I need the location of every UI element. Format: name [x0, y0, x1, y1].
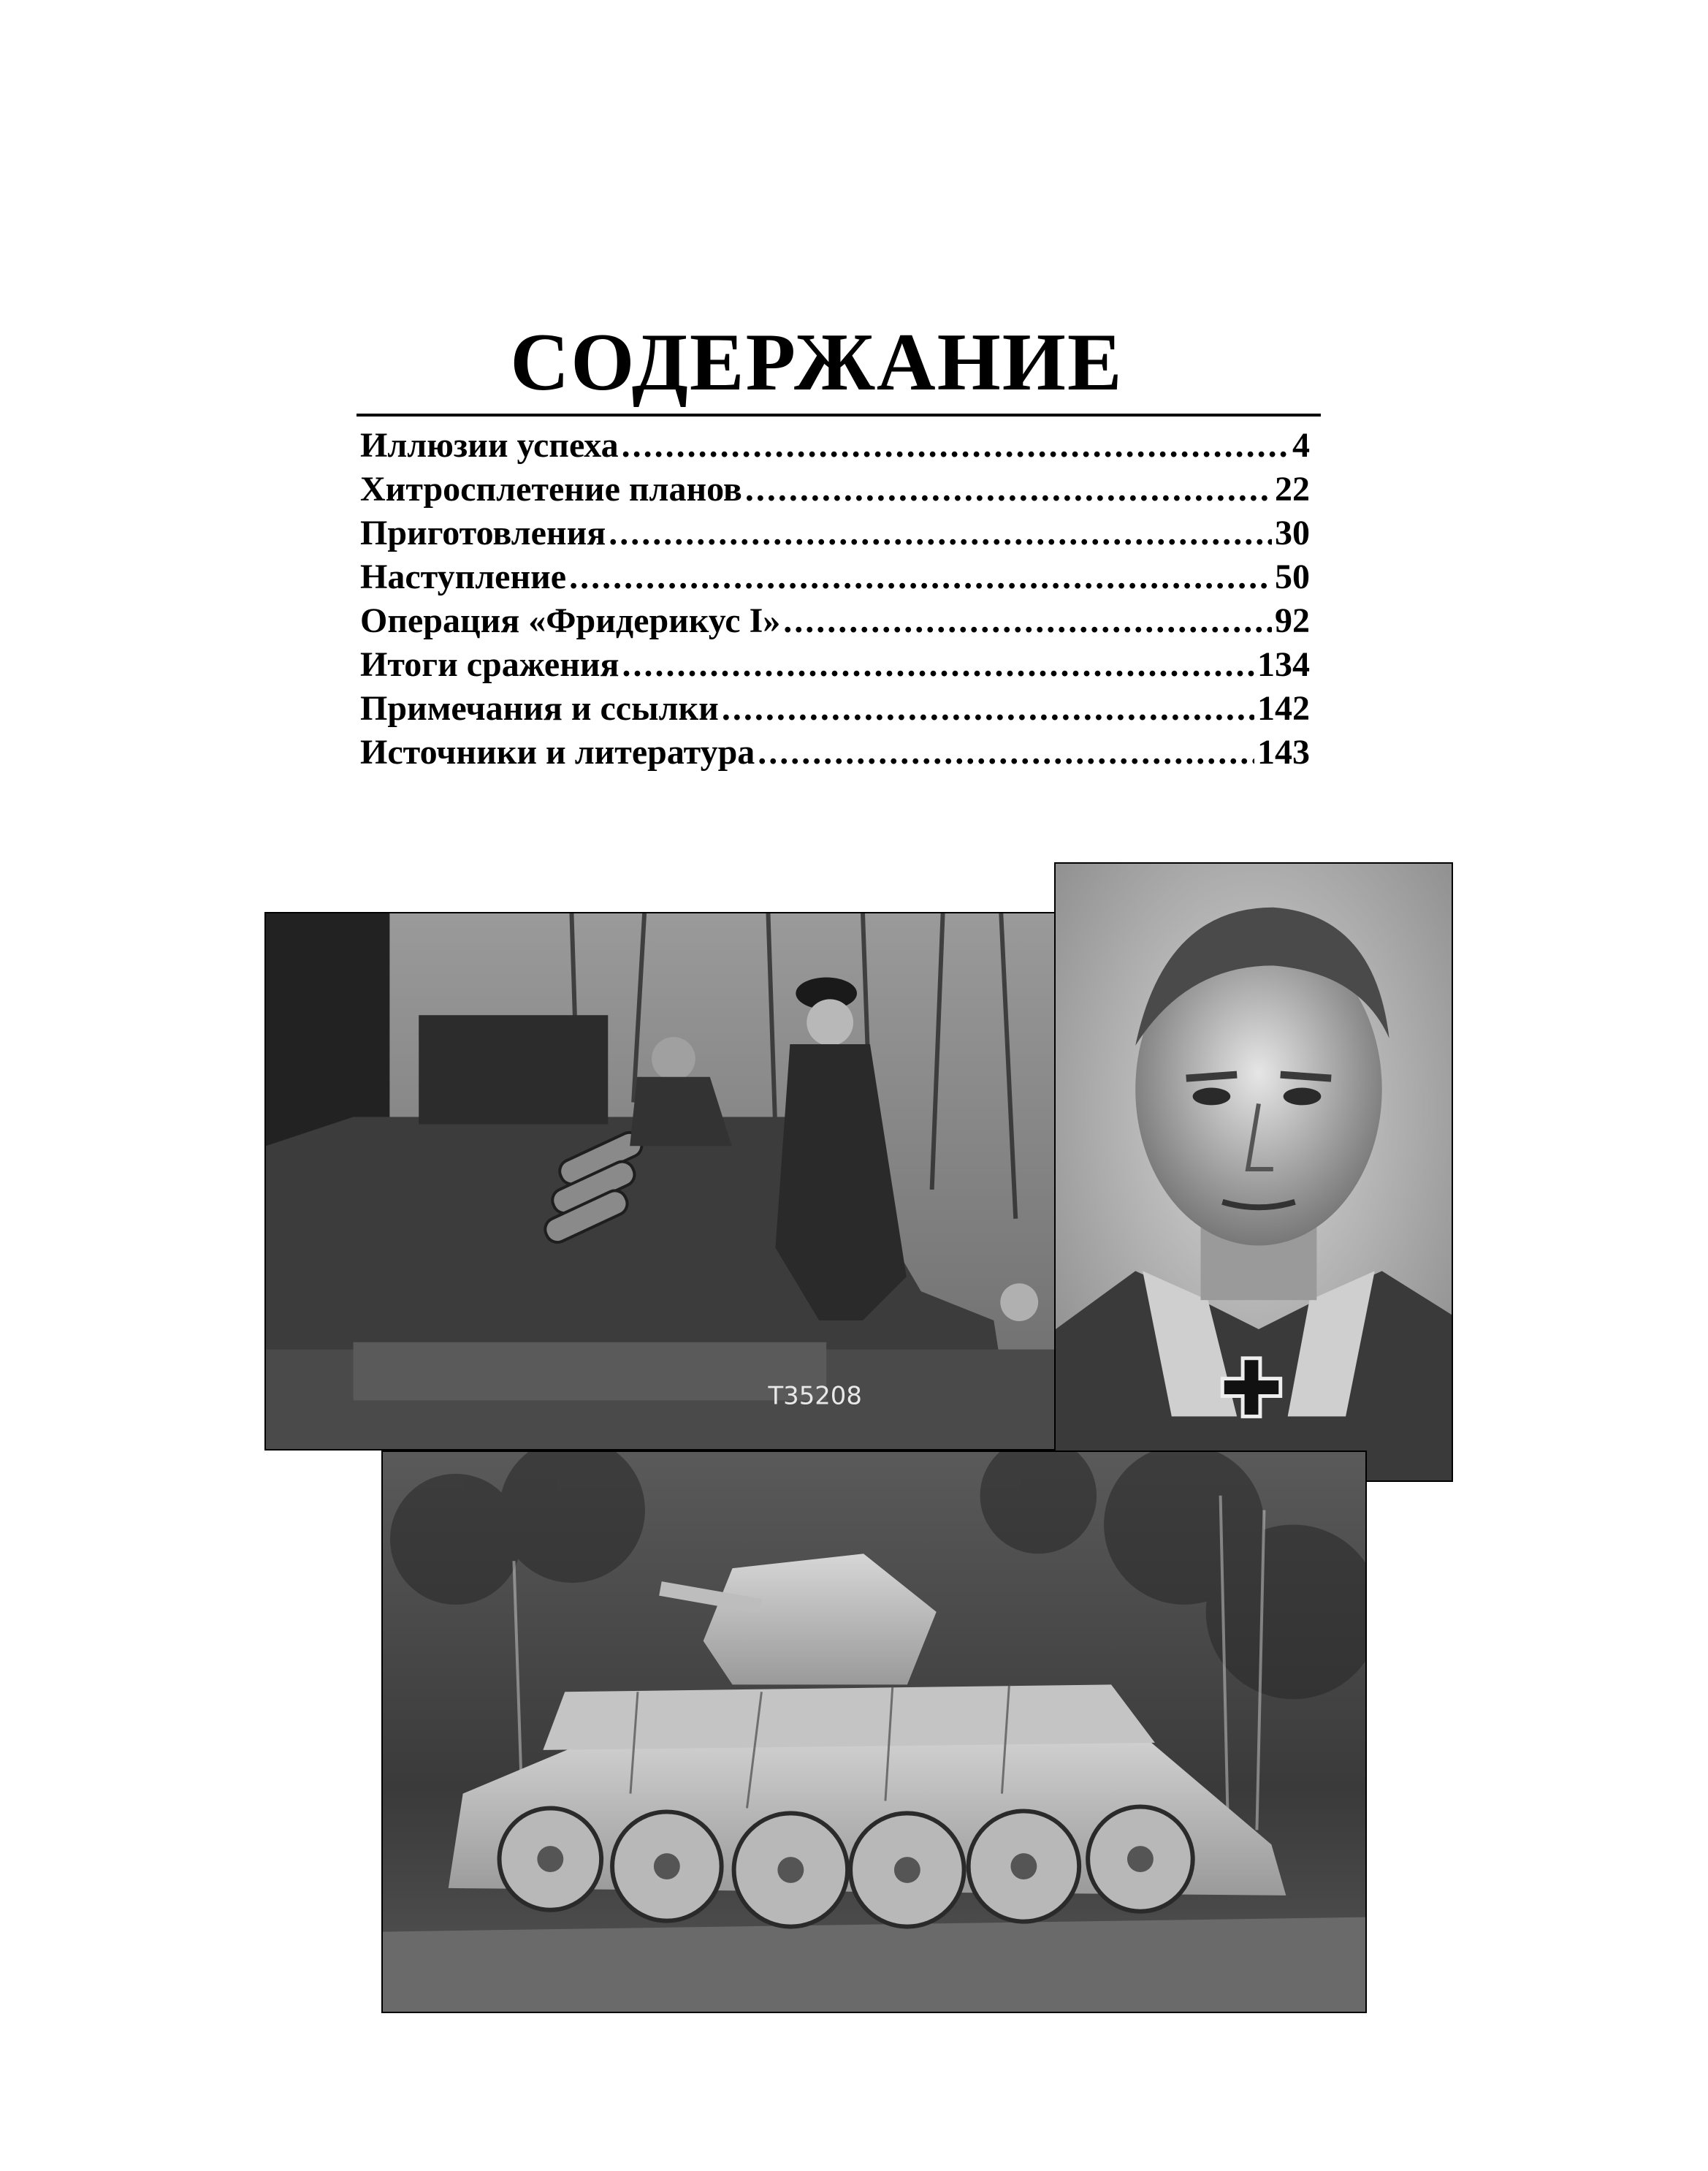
toc-list	[357, 424, 1310, 775]
dot-leader	[722, 687, 1254, 731]
toc-entry-page: 92	[1275, 601, 1310, 640]
toc-entry-label: Наступление	[360, 558, 567, 596]
toc-entry-label: Приготовления	[360, 514, 606, 552]
dot-leader	[758, 731, 1254, 775]
toc-entry-label: Примечания и ссылки	[360, 689, 719, 728]
toc-entry-page: 143	[1257, 733, 1310, 772]
dot-leader	[783, 599, 1272, 643]
toc-entry[interactable]	[357, 424, 1310, 468]
toc-entry[interactable]	[357, 643, 1310, 687]
toc-entry-page: 134	[1257, 645, 1310, 684]
photo-officers-on-vehicle	[264, 912, 1062, 1450]
toc-entry-page: 142	[1257, 689, 1310, 728]
dot-leader	[745, 468, 1272, 512]
toc-entry-label: Итоги сражения	[360, 645, 619, 684]
toc-entry[interactable]	[357, 512, 1310, 555]
dot-leader	[622, 424, 1289, 468]
dot-leader	[569, 555, 1272, 599]
dot-leader	[622, 643, 1255, 687]
toc-entry-label: Хитросплетение планов	[360, 470, 742, 509]
toc-entry[interactable]	[357, 687, 1310, 731]
table-of-contents	[357, 317, 1321, 775]
toc-entry[interactable]	[357, 599, 1310, 643]
dot-leader	[609, 512, 1272, 555]
toc-entry-label: Источники и литература	[360, 733, 755, 772]
toc-entry-label: Операция «Фридерикус I»	[360, 601, 781, 640]
vehicle-marking: T35208	[768, 1381, 862, 1410]
photo-abandoned-tank	[381, 1450, 1367, 2013]
toc-entry[interactable]	[357, 555, 1310, 599]
toc-entry-page: 22	[1275, 470, 1310, 509]
toc-entry[interactable]	[357, 468, 1310, 512]
photo-portrait	[1054, 862, 1453, 1482]
toc-entry-page: 30	[1275, 514, 1310, 552]
title-rule	[357, 414, 1321, 417]
toc-entry-page: 4	[1292, 426, 1310, 465]
toc-title: СОДЕРЖАНИЕ	[510, 317, 1124, 408]
toc-entry[interactable]	[357, 731, 1310, 775]
toc-entry-label: Иллюзии успеха	[360, 426, 619, 465]
toc-entry-page: 50	[1275, 558, 1310, 596]
